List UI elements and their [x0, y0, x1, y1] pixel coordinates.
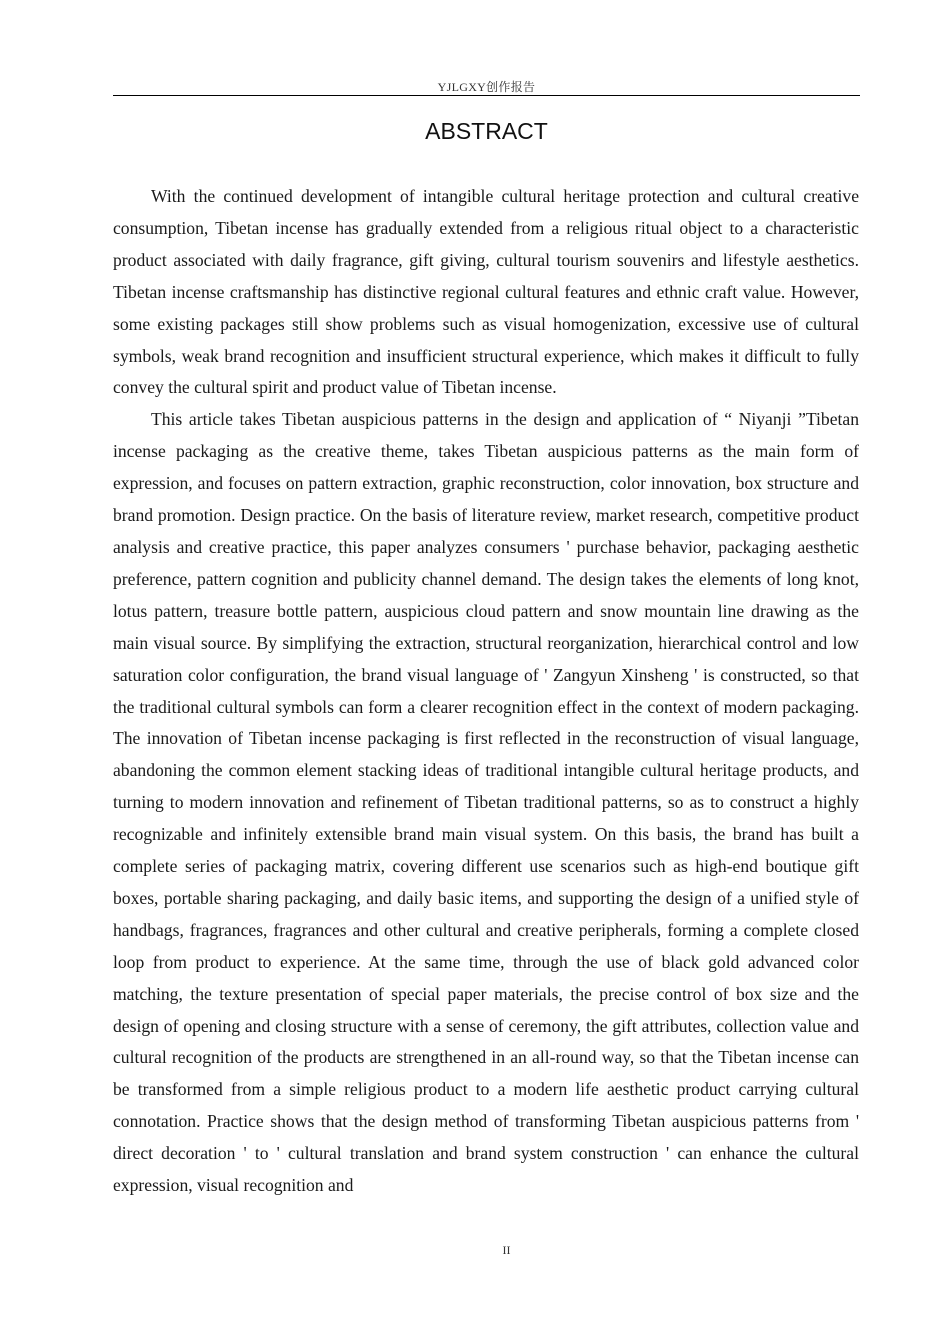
abstract-title: ABSTRACT [425, 118, 548, 144]
abstract-body [113, 181, 859, 1202]
page-number: II [502, 1243, 511, 1257]
abstract-paragraph-1: With the continued development of intangible cultural heritage protection and cultural creative consumption, Tibetan incense has gradually extended from a religious ritual object to a characteristic product associated with daily fragrance, gift giving, cultural tourism souvenirs and lifestyle aesthetics. Tibetan incense craftsmanship has distinctive regional cultural features and ethnic craft value. However, some existing packages still show problems such as visual homogenization, excessive use of cultural symbols, weak brand recognition and insufficient structural experience, which makes it difficult to fully convey the cultural spirit and product value of Tibetan incense. [113, 186, 859, 398]
abstract-paragraph-2: This article takes Tibetan auspicious patterns in the design and application of “ Niyanji ”Tibetan incense packaging as the creative theme, takes Tibetan auspicious patterns as the main form of expression, and focuses on pattern extraction, graphic reconstruction, color innovation, box structure and brand promotion. Design practice. On the basis of literature review, market research, competitive product analysis and creative practice, this paper analyzes consumers ' purchase behavior, packaging aesthetic preference, pattern cognition and publicity channel demand. The design takes the elements of long knot, lotus pattern, treasure bottle pattern, auspicious cloud pattern and snow mountain line drawing as the main visual source. By simplifying the extraction, structural reorganization, hierarchical control and low saturation color configuration, the brand visual language of ' Zangyun Xinsheng ' is constructed, so that the traditional cultural symbols can form a clearer recognition effect in the context of modern packaging. The innovation of Tibetan incense packaging is first reflected in the reconstruction of visual language, abandoning the common element stacking ideas of traditional intangible cultural heritage products, and turning to modern innovation and refinement of Tibetan traditional patterns, so as to construct a highly recognizable and infinitely extensible brand main visual system. On this basis, the brand has built a complete series of packaging matrix, covering different use scenarios such as high-end boutique gift boxes, portable sharing packaging, and daily basic items, and supporting the design of a unified style of handbags, fragrances, fragrances and other cultural and creative peripherals, forming a complete closed loop from product to experience. At the same time, through the use of black gold advanced color matching, the texture presentation of special paper materials, the precise control of box size and the design of opening and closing structure with a sense of ceremony, the gift attributes, collection value and cultural recognition of the products are strengthened in an all-round way, so that the Tibetan incense can be transformed from a simple religious product to a modern life aesthetic product carrying cultural connotation. Practice shows that the design method of transforming Tibetan auspicious patterns from ' direct decoration ' to ' cultural translation and brand system construction ' can enhance the cultural expression, visual recognition and [113, 409, 859, 1196]
header-rule [113, 95, 860, 96]
running-header: YJLGXY创作报告 [437, 80, 536, 94]
